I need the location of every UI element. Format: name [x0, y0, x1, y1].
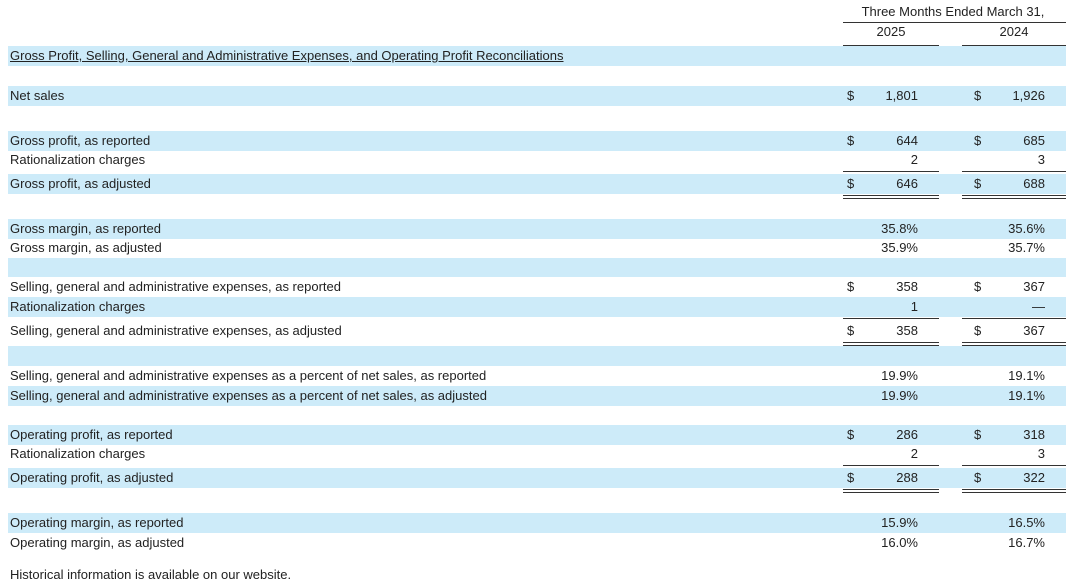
- table-row: [8, 366, 1066, 386]
- section-title: Gross Profit, Selling, General and Administrative Expenses, and Operating Profit Reconciliations: [10, 48, 564, 63]
- table-row: [8, 321, 1066, 341]
- row-label: Operating profit, as reported: [10, 427, 173, 442]
- total-double-rule: [962, 198, 1066, 199]
- table-row: [8, 533, 1066, 553]
- value-2025: 286: [896, 427, 918, 442]
- value-2025: 2: [910, 152, 918, 167]
- period-header: Three Months Ended March 31,: [861, 4, 1045, 19]
- value-2025: 16.0%: [881, 535, 918, 550]
- row-label: Selling, general and administrative expenses as a percent of net sales, as adjusted: [10, 388, 487, 403]
- value-2025: 288: [896, 470, 918, 485]
- value-2024: 16.7%: [1008, 535, 1045, 550]
- table-row: [8, 468, 1066, 488]
- table-row: [8, 513, 1066, 533]
- row-label: Net sales: [10, 88, 65, 103]
- row-label: Rationalization charges: [10, 446, 146, 461]
- currency-symbol-2025: $: [847, 88, 855, 103]
- value-2025: 35.9%: [881, 240, 918, 255]
- value-2024: 19.1%: [1008, 368, 1045, 383]
- currency-symbol-2025: $: [847, 176, 855, 191]
- row-label: Selling, general and administrative expenses, as adjusted: [10, 323, 342, 338]
- table-row: [8, 277, 1066, 297]
- value-2024: 19.1%: [1008, 388, 1045, 403]
- table-row: [8, 444, 1066, 464]
- row-label: Rationalization charges: [10, 152, 146, 167]
- total-double-rule: [962, 345, 1066, 346]
- currency-symbol-2024: $: [974, 323, 982, 338]
- row-label: Operating profit, as adjusted: [10, 470, 174, 485]
- subtotal-rule: [962, 465, 1066, 466]
- value-2025: 1,801: [885, 88, 918, 103]
- value-2025: 2: [910, 446, 918, 461]
- currency-symbol-2024: $: [974, 470, 982, 485]
- value-2024: 367: [1023, 323, 1045, 338]
- currency-symbol-2024: $: [974, 88, 982, 103]
- value-2025: 358: [896, 279, 918, 294]
- subtotal-rule: [962, 318, 1066, 319]
- subtotal-rule: [962, 171, 1066, 172]
- spacer-row: [8, 346, 1066, 366]
- currency-symbol-2025: $: [847, 279, 855, 294]
- value-2025: 1: [910, 299, 918, 314]
- row-label: Gross profit, as adjusted: [10, 176, 151, 191]
- table-row: [8, 297, 1066, 317]
- value-2025: 358: [896, 323, 918, 338]
- total-double-rule: [843, 198, 939, 199]
- value-2024: 35.6%: [1008, 221, 1045, 236]
- total-double-rule: [843, 342, 939, 343]
- value-2024: 35.7%: [1008, 240, 1045, 255]
- table-row: [8, 174, 1066, 194]
- currency-symbol-2025: $: [847, 470, 855, 485]
- row-label: Rationalization charges: [10, 299, 146, 314]
- subtotal-rule: [843, 465, 939, 466]
- period-header-rule: [843, 22, 1066, 23]
- total-double-rule: [962, 489, 1066, 490]
- row-label: Selling, general and administrative expenses as a percent of net sales, as reported: [10, 368, 487, 383]
- value-2024: 3: [1037, 446, 1045, 461]
- value-2024: 367: [1023, 279, 1045, 294]
- total-double-rule: [962, 492, 1066, 493]
- table-row: [8, 238, 1066, 258]
- currency-symbol-2024: $: [974, 427, 982, 442]
- value-2025: 19.9%: [881, 388, 918, 403]
- table-row: [8, 150, 1066, 170]
- currency-symbol-2025: $: [847, 427, 855, 442]
- row-label: Selling, general and administrative expenses, as reported: [10, 279, 341, 294]
- total-double-rule: [843, 195, 939, 196]
- total-double-rule: [843, 345, 939, 346]
- currency-symbol-2024: $: [974, 279, 982, 294]
- total-double-rule: [843, 492, 939, 493]
- currency-symbol-2025: $: [847, 323, 855, 338]
- table-row: [8, 86, 1066, 106]
- subtotal-rule: [843, 171, 939, 172]
- row-label: Gross margin, as adjusted: [10, 240, 162, 255]
- value-2025: 35.8%: [881, 221, 918, 236]
- row-label: Gross profit, as reported: [10, 133, 151, 148]
- currency-symbol-2024: $: [974, 176, 982, 191]
- value-2024: —: [1032, 299, 1045, 314]
- spacer-row: [8, 258, 1066, 277]
- currency-symbol-2025: $: [847, 133, 855, 148]
- value-2024: 318: [1023, 427, 1045, 442]
- value-2025: 646: [896, 176, 918, 191]
- row-label: Operating margin, as reported: [10, 515, 184, 530]
- table-row: [8, 131, 1066, 151]
- value-2025: 19.9%: [881, 368, 918, 383]
- value-2024: 688: [1023, 176, 1045, 191]
- total-double-rule: [962, 342, 1066, 343]
- value-2024: 1,926: [1012, 88, 1045, 103]
- value-2024: 3: [1037, 152, 1045, 167]
- value-2024: 685: [1023, 133, 1045, 148]
- table-row: [8, 219, 1066, 239]
- column-header-2025: 2025: [876, 24, 906, 39]
- table-row: [8, 386, 1066, 406]
- column-header-2024: 2024: [999, 24, 1029, 39]
- value-2025: 15.9%: [881, 515, 918, 530]
- row-label: Operating margin, as adjusted: [10, 535, 185, 550]
- section-title-row: [8, 46, 1066, 66]
- value-2024: 322: [1023, 470, 1045, 485]
- total-double-rule: [843, 489, 939, 490]
- total-double-rule: [962, 195, 1066, 196]
- currency-symbol-2024: $: [974, 133, 982, 148]
- subtotal-rule: [843, 318, 939, 319]
- footer-note: Historical information is available on our website.: [10, 567, 292, 582]
- table-row: [8, 425, 1066, 445]
- value-2024: 16.5%: [1008, 515, 1045, 530]
- row-label: Gross margin, as reported: [10, 221, 162, 236]
- value-2025: 644: [896, 133, 918, 148]
